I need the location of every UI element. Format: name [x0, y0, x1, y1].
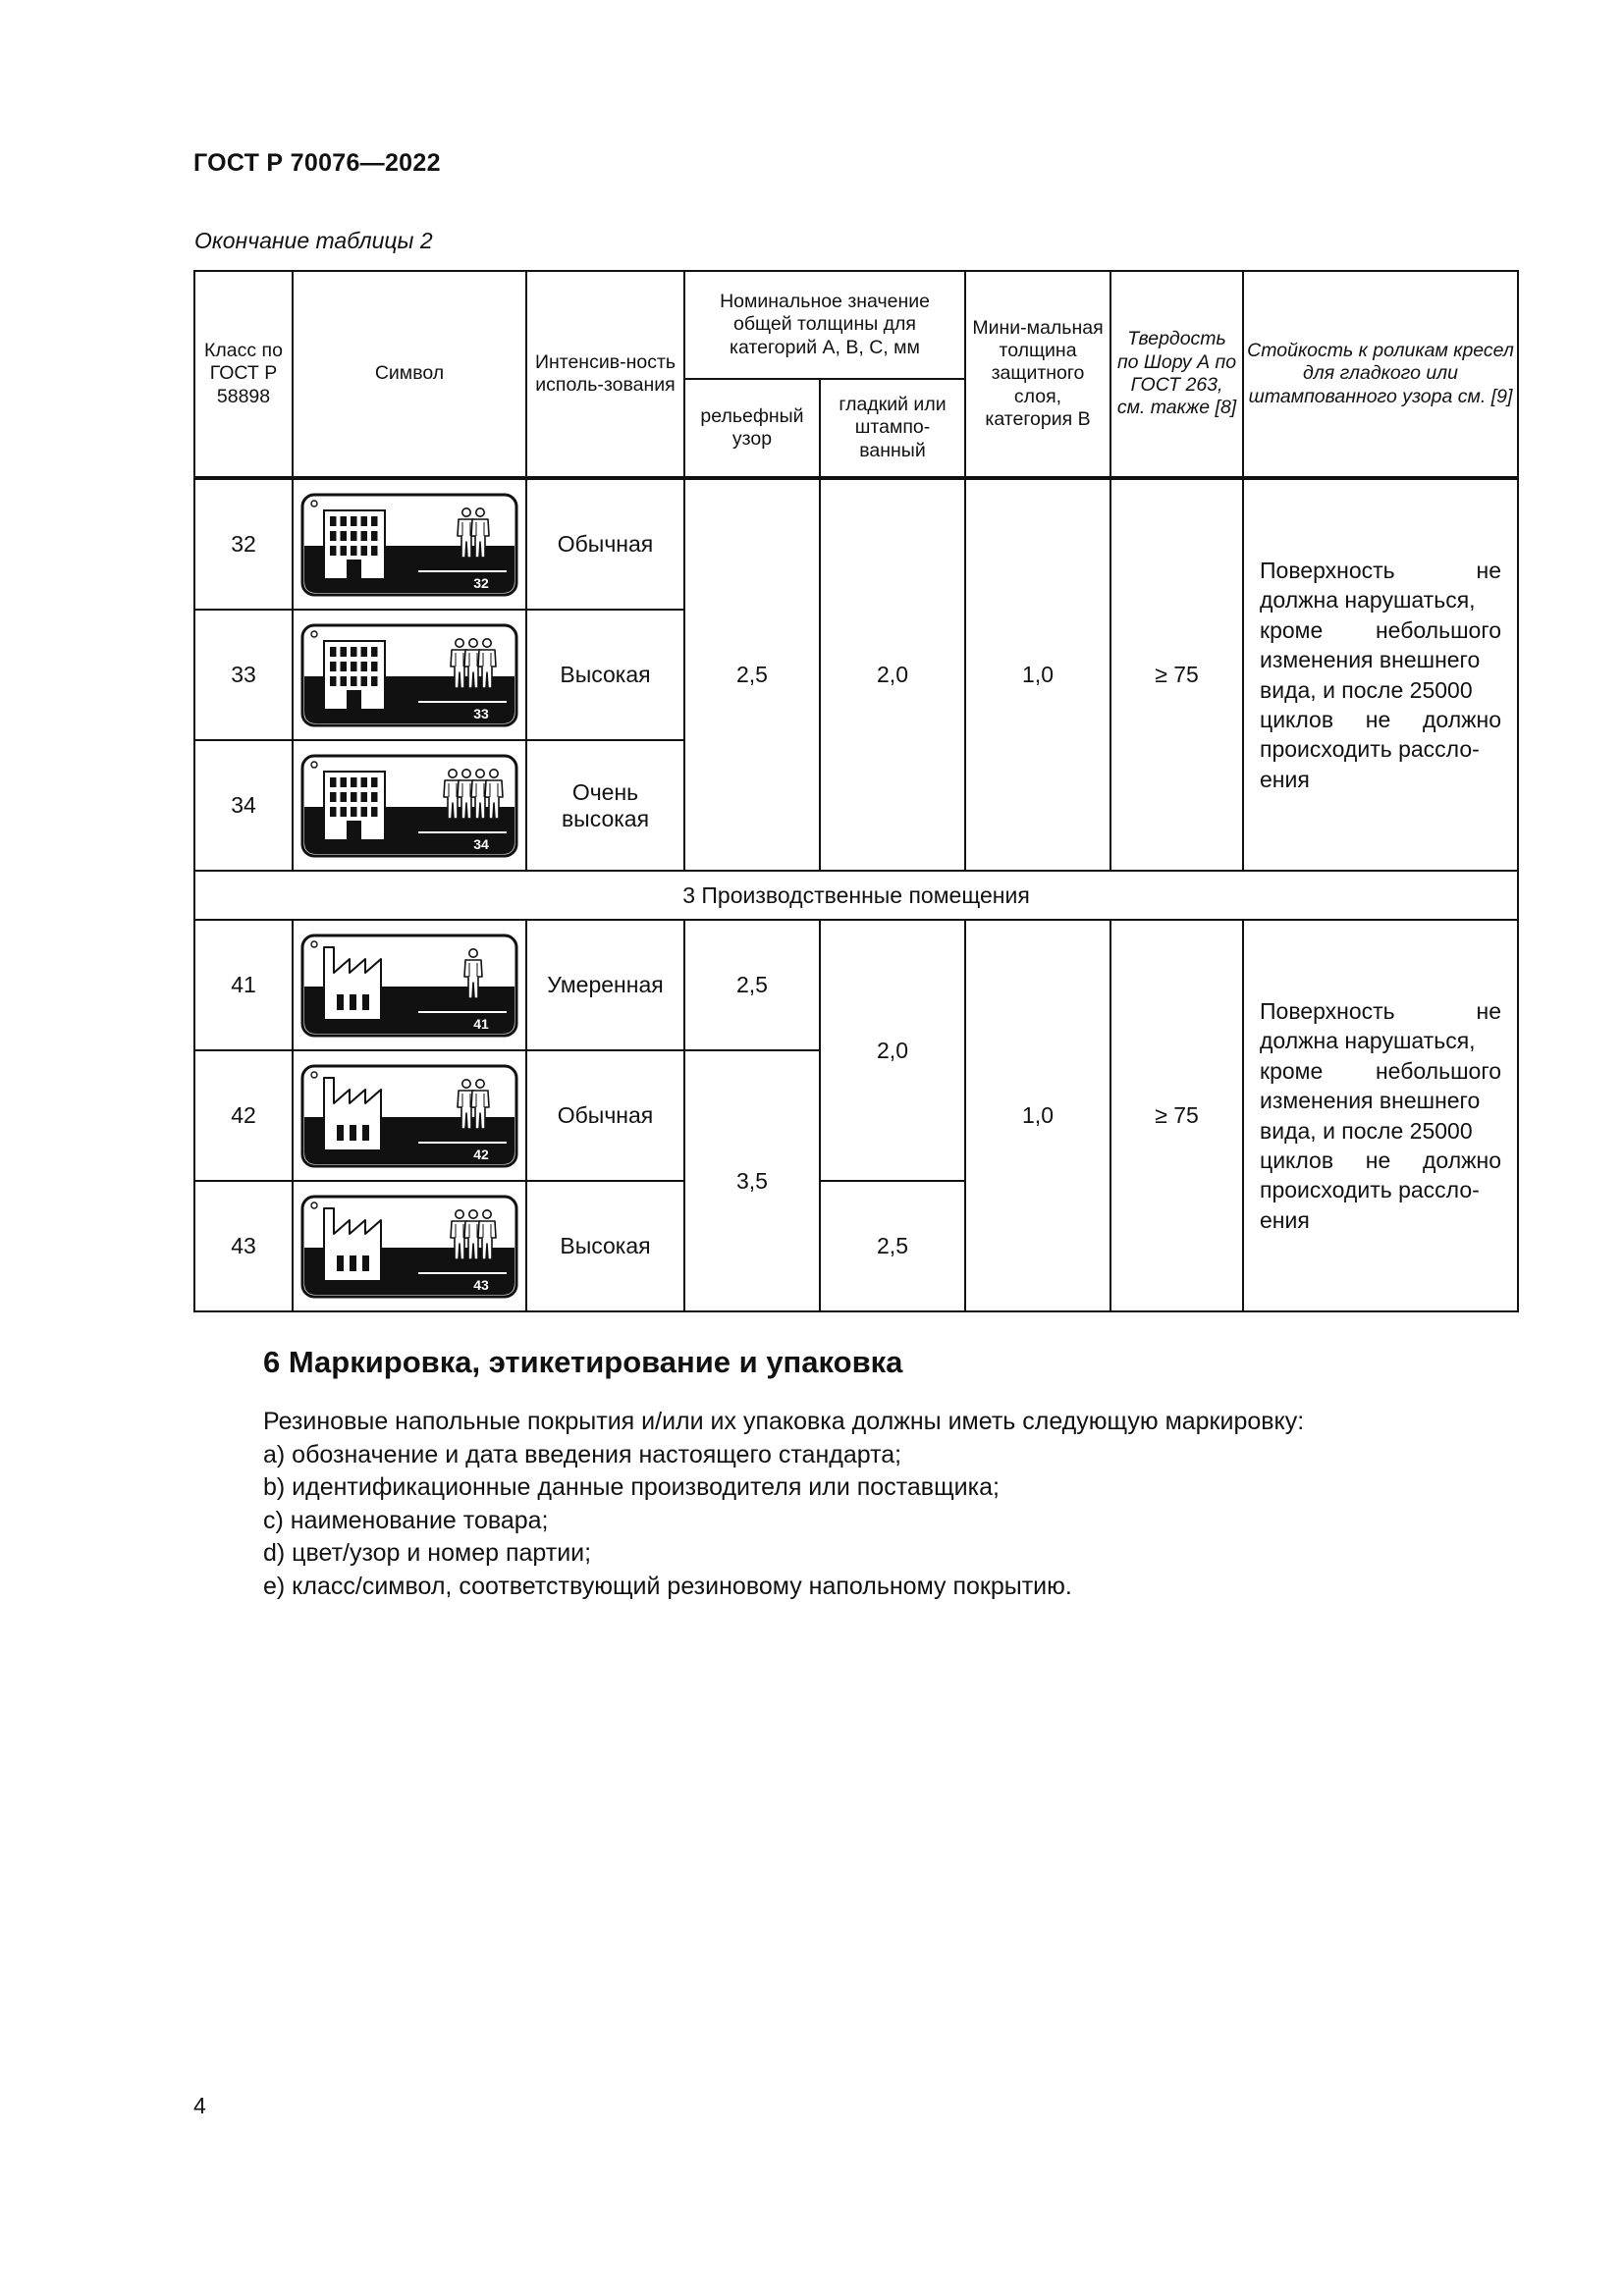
- header-resistance: Стойкость к роликам кресел для гладкого или штампованного узора см. [9]: [1243, 271, 1518, 478]
- class-symbol-icon: [300, 1064, 518, 1168]
- resistance-line: происходить рассло-: [1260, 736, 1480, 763]
- symbol-pictogram: [300, 1195, 518, 1299]
- resistance-line: происходить рассло-: [1260, 1177, 1480, 1203]
- document-code: ГОСТ Р 70076—2022: [193, 149, 441, 177]
- list-item: e) класс/символ, соответствующий резиновому напольному покрытию.: [263, 1572, 1072, 1600]
- section-label: 3 Производственные помещения: [194, 871, 1518, 920]
- section-body: [263, 1406, 1490, 1603]
- symbol-pictogram: [300, 1064, 518, 1168]
- smooth-cell: 2,5: [820, 1181, 965, 1311]
- page-number: 4: [193, 2093, 206, 2118]
- resistance-line: кроме небольшого: [1260, 616, 1502, 643]
- resistance-line: ения: [1260, 1206, 1310, 1233]
- class-symbol-icon: [300, 934, 518, 1038]
- resistance-line: вида, и после 25000: [1260, 1117, 1473, 1144]
- header-min-thickness: Мини-мальная толщина защитного слоя, категория В: [965, 271, 1110, 478]
- symbol-cell: [293, 478, 526, 610]
- symbol-class-number: 43: [473, 1276, 489, 1293]
- table-row: [194, 920, 1518, 1050]
- symbol-class-number: 41: [473, 1015, 489, 1032]
- header-intensity: Интенсив-ность исполь-зования: [526, 271, 684, 478]
- symbol-class-number: 33: [473, 705, 489, 721]
- relief-cell: 2,5: [684, 478, 820, 871]
- class-symbol-icon: [300, 754, 518, 858]
- smooth-cell: 2,0: [820, 478, 965, 871]
- symbol-cell: [293, 740, 526, 871]
- resistance-line: изменения внешнего: [1260, 1088, 1481, 1114]
- class-cell: 32: [194, 478, 293, 610]
- resistance-line: Поверхность не: [1260, 558, 1502, 584]
- header-class: Класс по ГОСТ Р 58898: [194, 271, 293, 478]
- min-thickness-cell: 1,0: [965, 478, 1110, 871]
- class-symbol-icon: [300, 1195, 518, 1299]
- class-cell: 33: [194, 610, 293, 740]
- symbol-pictogram: [300, 934, 518, 1038]
- relief-cell: 2,5: [684, 920, 820, 1050]
- symbol-class-number: 32: [473, 574, 489, 591]
- table-row: [194, 478, 1518, 610]
- symbol-cell: [293, 1050, 526, 1181]
- class-cell: 42: [194, 1050, 293, 1181]
- header-smooth: гладкий или штампо-ванный: [820, 379, 965, 478]
- min-thickness-cell: 1,0: [965, 920, 1110, 1311]
- header-relief: рельефный узор: [684, 379, 820, 478]
- hardness-cell: ≥ 75: [1110, 920, 1243, 1311]
- resistance-line: должна нарушаться,: [1260, 587, 1476, 614]
- list-item: c) наименование товара;: [263, 1506, 549, 1534]
- class-cell: 43: [194, 1181, 293, 1311]
- resistance-line: изменения внешнего: [1260, 647, 1481, 673]
- symbol-cell: [293, 920, 526, 1050]
- section-row: [194, 871, 1518, 920]
- hardness-cell: ≥ 75: [1110, 478, 1243, 871]
- symbol-class-number: 34: [473, 835, 489, 852]
- list-item: a) обозначение и дата введения настоящего стандарта;: [263, 1440, 902, 1468]
- symbol-class-number: 42: [473, 1146, 489, 1162]
- resistance-line: Поверхность не: [1260, 998, 1502, 1025]
- classification-table: [193, 270, 1519, 1312]
- resistance-cell: [1243, 920, 1518, 1311]
- relief-cell: 3,5: [684, 1050, 820, 1311]
- symbol-cell: [293, 1181, 526, 1311]
- class-symbol-icon: [300, 493, 518, 597]
- intensity-cell: Высокая: [526, 1181, 684, 1311]
- header-nominal-thickness: Номинальное значение общей толщины для категорий А, В, С, мм: [684, 271, 965, 379]
- list-item: b) идентификационные данные производителя или поставщика;: [263, 1473, 1000, 1501]
- resistance-line: вида, и после 25000: [1260, 676, 1473, 703]
- smooth-cell: 2,0: [820, 920, 965, 1181]
- header-hardness: Твердость по Шору А по ГОСТ 263, см. также [8]: [1110, 271, 1243, 478]
- intensity-cell: Обычная: [526, 1050, 684, 1181]
- table-caption: Окончание таблицы 2: [194, 228, 433, 253]
- resistance-line: циклов не должно: [1260, 706, 1501, 732]
- resistance-line: ения: [1260, 766, 1310, 792]
- symbol-pictogram: [300, 754, 518, 858]
- symbol-pictogram: [300, 623, 518, 727]
- resistance-line: циклов не должно: [1260, 1147, 1501, 1173]
- header-symbol: Символ: [293, 271, 526, 478]
- resistance-cell: [1243, 478, 1518, 871]
- symbol-pictogram: [300, 493, 518, 597]
- intensity-cell: Умеренная: [526, 920, 684, 1050]
- resistance-line: кроме небольшого: [1260, 1057, 1502, 1084]
- list-item: d) цвет/узор и номер партии;: [263, 1539, 592, 1567]
- class-cell: 41: [194, 920, 293, 1050]
- intensity-cell: Обычная: [526, 478, 684, 610]
- intensity-cell: Очень высокая: [526, 740, 684, 871]
- section-title: 6 Маркировка, этикетирование и упаковка: [263, 1345, 903, 1379]
- intensity-cell: Высокая: [526, 610, 684, 740]
- class-symbol-icon: [300, 623, 518, 727]
- class-cell: 34: [194, 740, 293, 871]
- symbol-cell: [293, 610, 526, 740]
- resistance-line: должна нарушаться,: [1260, 1028, 1476, 1054]
- section-intro: Резиновые напольные покрытия и/или их упаковка должны иметь следующую маркировку:: [263, 1408, 1305, 1435]
